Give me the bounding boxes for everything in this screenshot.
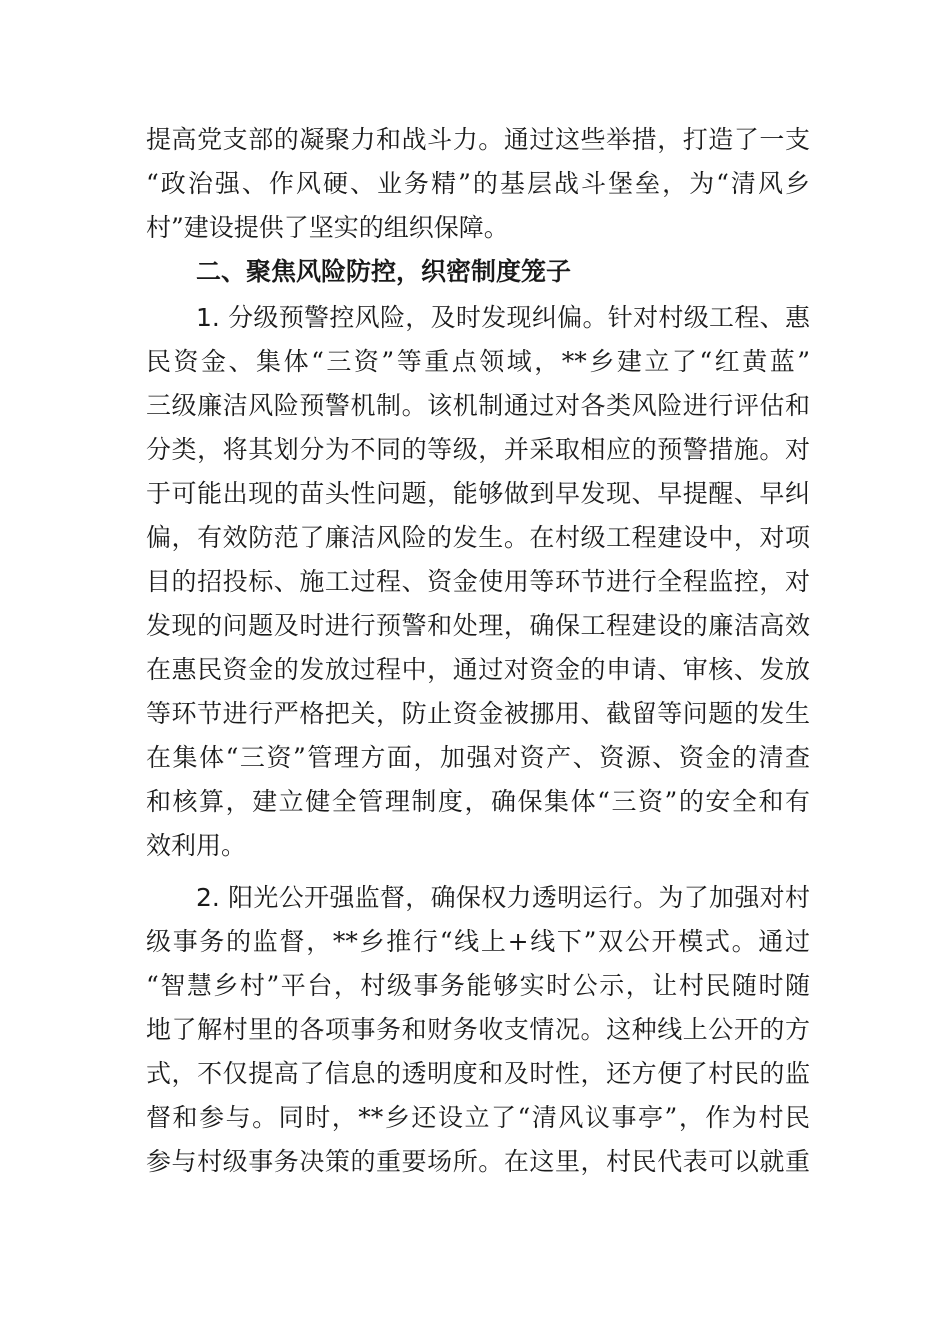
body-text-line: “智慧乡村”平台，村级事务能够实时公示，让村民随时随: [146, 971, 810, 1000]
paragraph-first-line: [196, 298, 810, 338]
body-text-line: “政治强、作风硬、业务精”的基层战斗堡垒，为“清风乡: [146, 169, 810, 198]
body-text-line: 级事务的监督，**乡推行“线上+线下”双公开模式。通过: [146, 927, 810, 956]
body-text-line: 发现的问题及时进行预警和处理，确保工程建设的廉洁高效: [146, 611, 810, 640]
body-text-line: 在惠民资金的发放过程中，通过对资金的申请、审核、发放: [146, 655, 810, 684]
body-text-line: 三级廉洁风险预警机制。该机制通过对各类风险进行评估和: [146, 391, 810, 420]
body-text-line: 地了解村里的各项事务和财务收支情况。这种线上公开的方: [146, 1015, 810, 1044]
paragraph-lead: 2. 阳光公开强监督，确保权力透明运行。: [196, 883, 659, 912]
body-text-line: 督和参与。同时，**乡还设立了“清风议事亭”，作为村民: [146, 1103, 810, 1132]
section-heading: 二、聚焦风险防控，织密制度笼子: [196, 257, 572, 286]
body-text-line: 分类，将其划分为不同的等级，并采取相应的预警措施。对: [146, 435, 810, 464]
paragraph-lead: 1. 分级预警控风险，及时发现纠偏。: [196, 303, 608, 332]
body-text-line: 和核算，建立健全管理制度，确保集体“三资”的安全和有: [146, 787, 810, 816]
body-text-line: 提高党支部的凝聚力和战斗力。通过这些举措，打造了一支: [146, 125, 810, 154]
body-text-line: 偏，有效防范了廉洁风险的发生。在村级工程建设中，对项: [146, 523, 810, 552]
paragraph-text: 为了加强对村: [658, 883, 810, 912]
body-text-line: 等环节进行严格把关，防止资金被挪用、截留等问题的发生: [146, 699, 810, 728]
paragraph-text: 针对村级工程、惠: [607, 303, 810, 332]
body-text-line: 参与村级事务决策的重要场所。在这里，村民代表可以就重: [146, 1147, 810, 1176]
body-text-line: 民资金、集体“三资”等重点领域，**乡建立了“红黄蓝”: [146, 347, 810, 376]
body-text-line: 在集体“三资”管理方面，加强对资产、资源、资金的清查: [146, 743, 810, 772]
body-text-line: 效利用。: [146, 831, 247, 860]
paragraph-first-line: [196, 878, 810, 918]
body-text-line: 式，不仅提高了信息的透明度和及时性，还方便了村民的监: [146, 1059, 810, 1088]
body-text-line: 目的招投标、施工过程、资金使用等环节进行全程监控，对: [146, 567, 810, 596]
body-text-line: 村”建设提供了坚实的组织保障。: [146, 213, 509, 242]
body-text-line: 于可能出现的苗头性问题，能够做到早发现、早提醒、早纠: [146, 479, 810, 508]
